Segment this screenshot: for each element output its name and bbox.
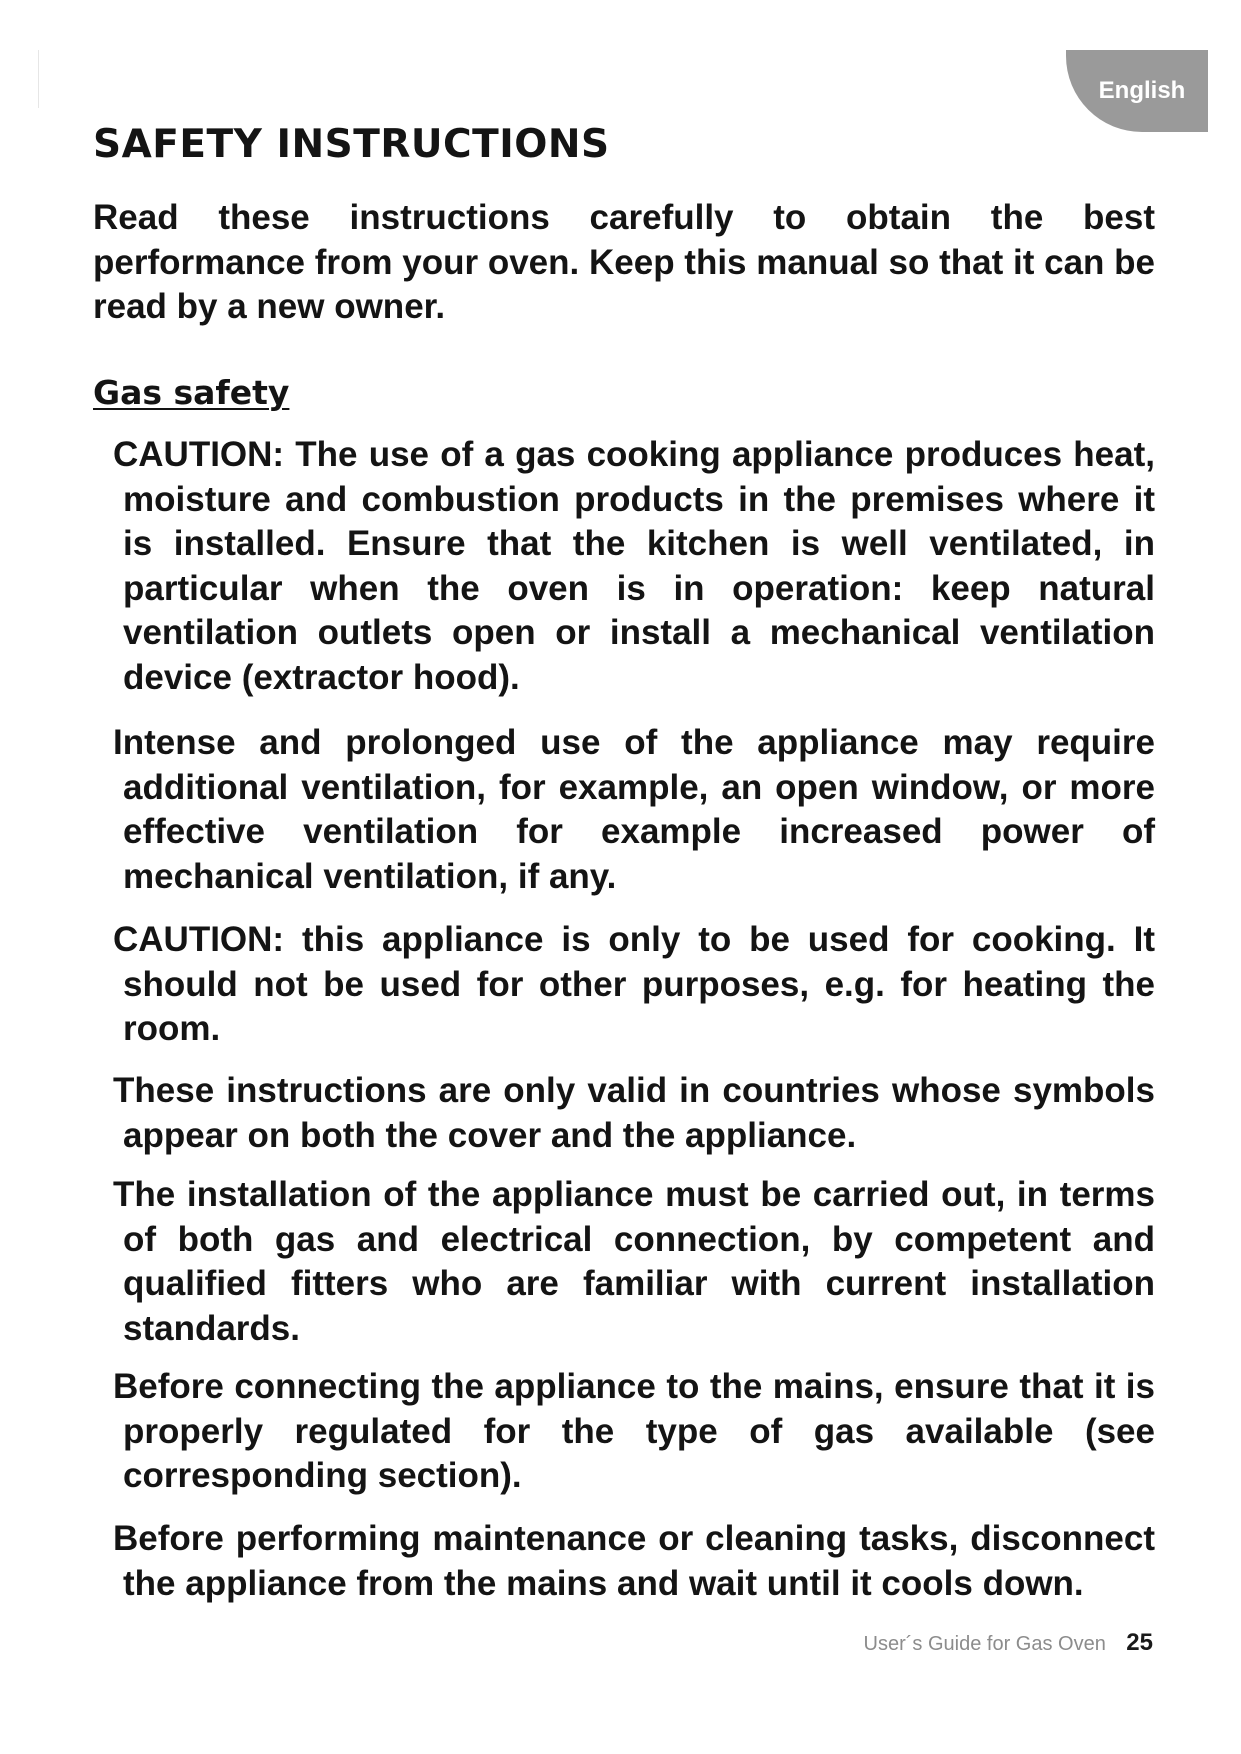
footer-guide-title: User´s Guide for Gas Oven	[863, 1633, 1106, 1655]
paragraph-gas-regulation: Before connecting the appliance to the mains, ensure that it is properly regulated for the type of gas available (see corresponding section).	[113, 1367, 1155, 1495]
paragraph-caution-ventilation: CAUTION: The use of a gas cooking appliance produces heat, moisture and combustion products in the premises where it is installed. Ensure that the kitchen is well ventilated, in particular when the oven is in operation: keep natural ventilation outlets open or install a mechanical ventilation device (extractor hood).	[113, 435, 1155, 697]
paragraph-caution-cooking-only: CAUTION: this appliance is only to be used for cooking. It should not be used for other purposes, e.g. for heating the room.	[113, 920, 1155, 1048]
page-number: 25	[1126, 1629, 1153, 1656]
paragraph-installation: The installation of the appliance must be carried out, in terms of both gas and electrical connection, by competent and qualified fitters who are familiar with current installation standards.	[113, 1175, 1155, 1348]
paragraph-maintenance: Before performing maintenance or cleaning tasks, disconnect the appliance from the mains and wait until it cools down.	[113, 1519, 1155, 1603]
page-title: SAFETY INSTRUCTIONS	[93, 122, 610, 167]
section-heading-gas-safety: Gas safety	[93, 373, 290, 412]
paragraph-country-validity: These instructions are only valid in countries whose symbols appear on both the cover and the appliance.	[113, 1071, 1155, 1155]
intro-paragraph: Read these instructions carefully to obtain the best performance from your oven. Keep this manual so that it can be read by a new owner.	[93, 198, 1155, 326]
page-edge-mark	[38, 50, 39, 108]
language-tab: English	[1066, 50, 1208, 132]
paragraph-additional-ventilation: Intense and prolonged use of the appliance may require additional ventilation, for example, an open window, or more effective ventilation for example increased power of mechanical ventilation, if any.	[113, 723, 1155, 896]
page-footer	[864, 1629, 1153, 1657]
